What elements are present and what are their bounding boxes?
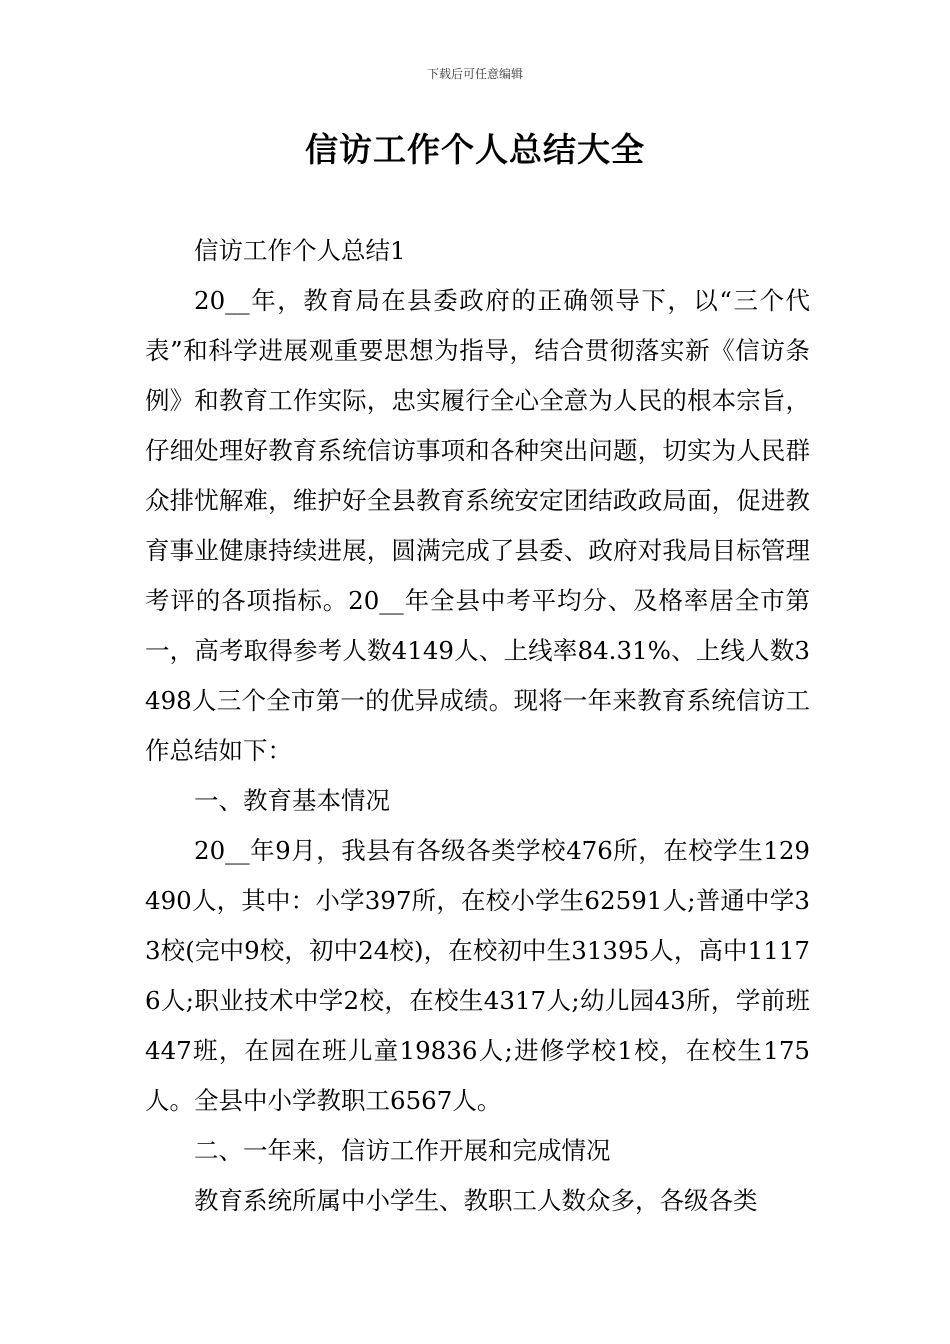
section-heading: 一、教育基本情况 (194, 786, 390, 815)
document-title: 信访工作个人总结大全 (305, 130, 645, 169)
section-heading: 信访工作个人总结1 (194, 236, 406, 265)
section-heading: 二、一年来，信访工作开展和完成情况 (194, 1136, 611, 1165)
paragraph-continued: 教育系统所属中小学生、教职工人数众多，各级各类 (194, 1186, 758, 1215)
paragraph-statistics: 20__年9月，我县有各级各类学校476所，在校学生129490人，其中：小学397所，在校小学生62591人;普通中学33校(完中9校，初中24校)，在校初中生31395人，高中11176人;职业技术中学2校，在校生4317人;幼儿园43所，学前班447班，在园在班儿童19836人;进修学校1校，在校生175人。全县中小学教职工6567人。 (145, 836, 810, 1115)
paragraph-intro: 20__年，教育局在县委政府的正确领导下，以“三个代表”和科学进展观重要思想为指导，结合贯彻落实新《信访条例》和教育工作实际，忠实履行全心全意为人民的根本宗旨，仔细处理好教育系统信访事项和各种突出问题，切实为人民群众排忧解难，维护好全县教育系统安定团结政政局面，促进教育事业健康持续进展，圆满完成了县委、政府对我局目标管理考评的各项指标。20__年全县中考平均分、及格率居全市第一，高考取得参考人数4149人、上线率84.31%、上线人数3498人三个全市第一的优异成绩。现将一年来教育系统信访工作总结如下： (145, 286, 810, 765)
document-body (145, 226, 810, 1226)
header-note: 下载后可任意编辑 (426, 67, 523, 81)
